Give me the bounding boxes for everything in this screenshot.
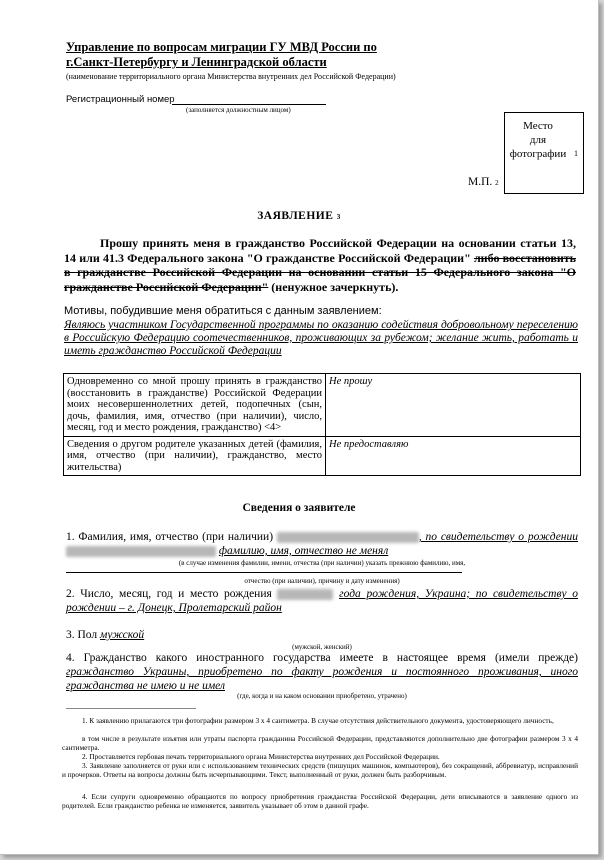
footnote-4: 4. Если супруги одновременно обращаются по вопросу приобретения гражданства Российской Федерации, дети вписываются в заявление одного из родителей. Если гражданство ребенка не изменяется, заявитель указывает об этом в данной графе. <box>62 792 578 810</box>
authority-name <box>66 40 386 70</box>
motives-text: Являюсь участником Государственной программы по оказанию содействия добровольному переселению в Российскую Федерацию соотечественников, проживающих за рубежом; желание жить, работать и иметь гражданство Российской Федерации <box>64 319 578 357</box>
registration-label: Регистрационный номер <box>66 94 175 105</box>
item4-value: гражданство Украины, приобретено по факту рождения и постоянного проживания, иного гражданства не имею и не имел <box>66 666 578 692</box>
photo-box <box>504 112 584 194</box>
request-restore-struck: либо восстановить в гражданстве Российской Федерации на основании статьи 15 Федерального закона "О гражданстве Российской Федерации" <box>64 250 576 294</box>
authority-line-1: Управление по вопросам миграции ГУ МВД России по <box>66 40 377 54</box>
photo-label-1: Место <box>523 120 553 132</box>
item3-hint: (мужской, женский) <box>292 643 352 651</box>
item1-text-a: , по свидетельству о рождении <box>418 531 579 543</box>
motives-label: Мотивы, побудившие меня обратиться с данным заявлением: <box>64 305 382 317</box>
table-row <box>64 436 581 476</box>
table-cell-value: Не прошу <box>326 374 581 437</box>
title-footnote-ref: 3 <box>336 213 341 221</box>
item1-text-b: фамилию, имя, отчество не менял <box>218 545 389 557</box>
request-note: (ненужное зачеркнуть). <box>271 279 399 294</box>
footnote-separator <box>66 708 196 709</box>
request-grant: Прошу принять меня в гражданство Российской Федерации на основании статьи 13, 14 или 41.3 Федерального закона "О гражданстве Российской Федерации" <box>64 236 576 265</box>
stamp-label: М.П. <box>468 176 493 188</box>
document-title <box>0 210 598 222</box>
item-sex <box>66 628 578 642</box>
underline <box>66 572 462 573</box>
redacted-date <box>277 589 333 600</box>
item4-label: 4. Гражданство какого иностранного государства имеете в настоящее время (имели прежде) <box>66 652 578 664</box>
item-citizenship <box>66 651 578 693</box>
section-title: Сведения о заявителе <box>242 502 356 514</box>
registration-number-field[interactable] <box>172 104 326 105</box>
table-row <box>64 374 581 437</box>
item-full-name <box>66 530 578 558</box>
title-label: ЗАЯВЛЕНИЕ <box>257 210 334 222</box>
stamp-footnote-ref: 2 <box>495 179 499 187</box>
item1-hint-a: (в случае изменения фамилии, имени, отчества (при наличии) указать прежнюю фамилию, имя, <box>178 559 466 567</box>
children-table <box>63 373 581 476</box>
table-cell-value: Не предоставляю <box>326 436 581 476</box>
request-paragraph <box>64 236 576 294</box>
footnote-1: 1. К заявлению прилагаются три фотографии размером 3 х 4 сантиметра. В случае отсутствия действительного документа, удостоверяющего личность, <box>82 716 554 725</box>
item2-text: года рождения, Украина; по свидетельству о рождении – г. Донецк, Пролетарский район <box>66 588 579 614</box>
footnote-3: 3. Заявление заполняется от руки или с использованием технических средств (пишущих машинок, компьютеров), без сокращений, аббревиатур, исправлений и прочерков. Ответы на вопросы должны быть исчерпывающими. Текст, выполненный от руки, должен быть разборчивым. <box>62 761 578 779</box>
item3-value: мужской <box>100 629 145 641</box>
photo-label-3: фотографии <box>509 148 567 160</box>
item2-label: 2. Число, месяц, год и место рождения <box>66 588 272 600</box>
footnote-2: 2. Проставляется гербовая печать территориального органа Министерства внутренних дел Российской Федерации. <box>82 752 440 761</box>
item-birth <box>66 587 578 615</box>
photo-footnote-ref: 1 <box>574 149 578 158</box>
item1-hint-b: отчество (при наличии), причину и дату изменения) <box>244 577 400 585</box>
stamp-place <box>468 176 499 188</box>
item1-label: 1. Фамилия, имя, отчество (при наличии) <box>66 531 274 543</box>
item3-label: 3. Пол <box>66 629 98 641</box>
redacted-name <box>277 532 419 543</box>
authority-hint: (наименование территориального органа Министерства внутренних дел Российской Федерации) <box>66 72 396 81</box>
table-cell-label: Сведения о другом родителе указанных детей (фамилия, имя, отчество (при наличии), гражданство, место жительства) <box>64 436 326 476</box>
footnote-1b: в том числе в результате изъятия или утраты паспорта гражданина Российской Федерации, представляются дополнительно две фотографии размером 3 х 4 сантиметра. <box>62 734 578 752</box>
authority-line-2: г.Санкт-Петербургу и Ленинградской области <box>66 55 327 69</box>
photo-label-2: для <box>529 134 547 146</box>
redacted-name <box>66 546 216 557</box>
table-cell-label: Одновременно со мной прошу принять в гражданство (восстановить в гражданстве) Российской Федерации моих несовершеннолетних детей, подопечных (сын, дочь, фамилия, имя, отчество (при наличии), число, месяц, год и место рождения, гражданство) <4> <box>64 374 326 437</box>
item4-hint: (где, когда и на каком основании приобретено, утрачено) <box>237 692 407 700</box>
registration-hint: (заполняется должностным лицом) <box>186 106 291 114</box>
